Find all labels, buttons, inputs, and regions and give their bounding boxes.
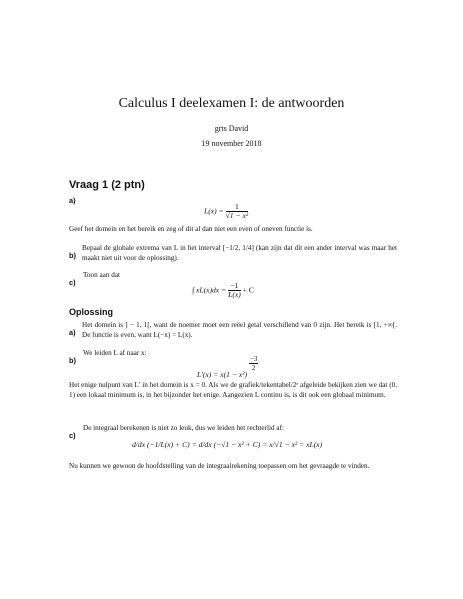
question-c-text: Toon aan dat [83,271,121,279]
solution-a-text: Het domein is ] − 1, 1[, want de noemer moet een reëel getal verschillend van 0 zijn. Het bereik is [1, +∞[. De functie is even, want L(−x) = L(x). [82,321,397,339]
solution-c-text: De integraal berekenen is niet zo leuk, dus we leiden het rechterlid af: [83,424,284,432]
date: 19 november 2018 [201,139,262,148]
solution-c-text2: Nu kunnen we gewoon de hoofdstelling van de integraalrekening toepassen om het gevraagde te vinden. [69,462,370,470]
question-b-text: Bepaal de globale extrema van L in het interval [−1/2, 1/4] (kan zijn dat dit een ander interval was maar het maakt niet uit voor de oplossing). [82,244,397,262]
page-title: Calculus I deelexamen I: de antwoorden [118,96,345,111]
solution-b-label: b) [69,356,76,365]
question-a-formula: L(x) = $\frac{1}{\text{√1 − x²}}$ [204,202,249,220]
solution-c-label: c) [69,431,76,440]
question-a-label: a) [69,196,76,205]
solution-b-text2: Het enige nulpunt van L′ in het domein is x = 0. Als we de grafiek/tekentabel/2ᵉ afgeleide bekijken zien we dat (0, 1) een lokaal minimum is, in het bijzonder het enige. Aangezien L continu is, is dit ook een globaal minimum. [69,381,397,399]
question-c-label: c) [69,278,76,287]
question-a-text: Geef het domein en het bereik en zeg of dit al dan niet een even of oneven functie is. [69,225,313,233]
solution-b-formula: L′(x) = x(1 − x²) $\frac{-3}{2}$ [197,355,258,380]
solution-c-formula: d/dx (−1/L(x) + C) = d/dx (−√1 − x² + C) = x/√1 − x² = xL(x) [132,440,323,449]
solution-b-text: We leiden L af naar x: [83,349,147,357]
question-heading: Vraag 1 (2 ptn) [69,179,145,191]
question-b-label: b) [69,251,76,260]
question-c-formula: ∫ xL(x)dx = $\frac{-1}{L(x)}$ + C [192,281,254,299]
author: grts David [214,124,249,133]
solution-a-label: a) [69,328,76,337]
solution-heading: Oplossing [69,307,114,317]
